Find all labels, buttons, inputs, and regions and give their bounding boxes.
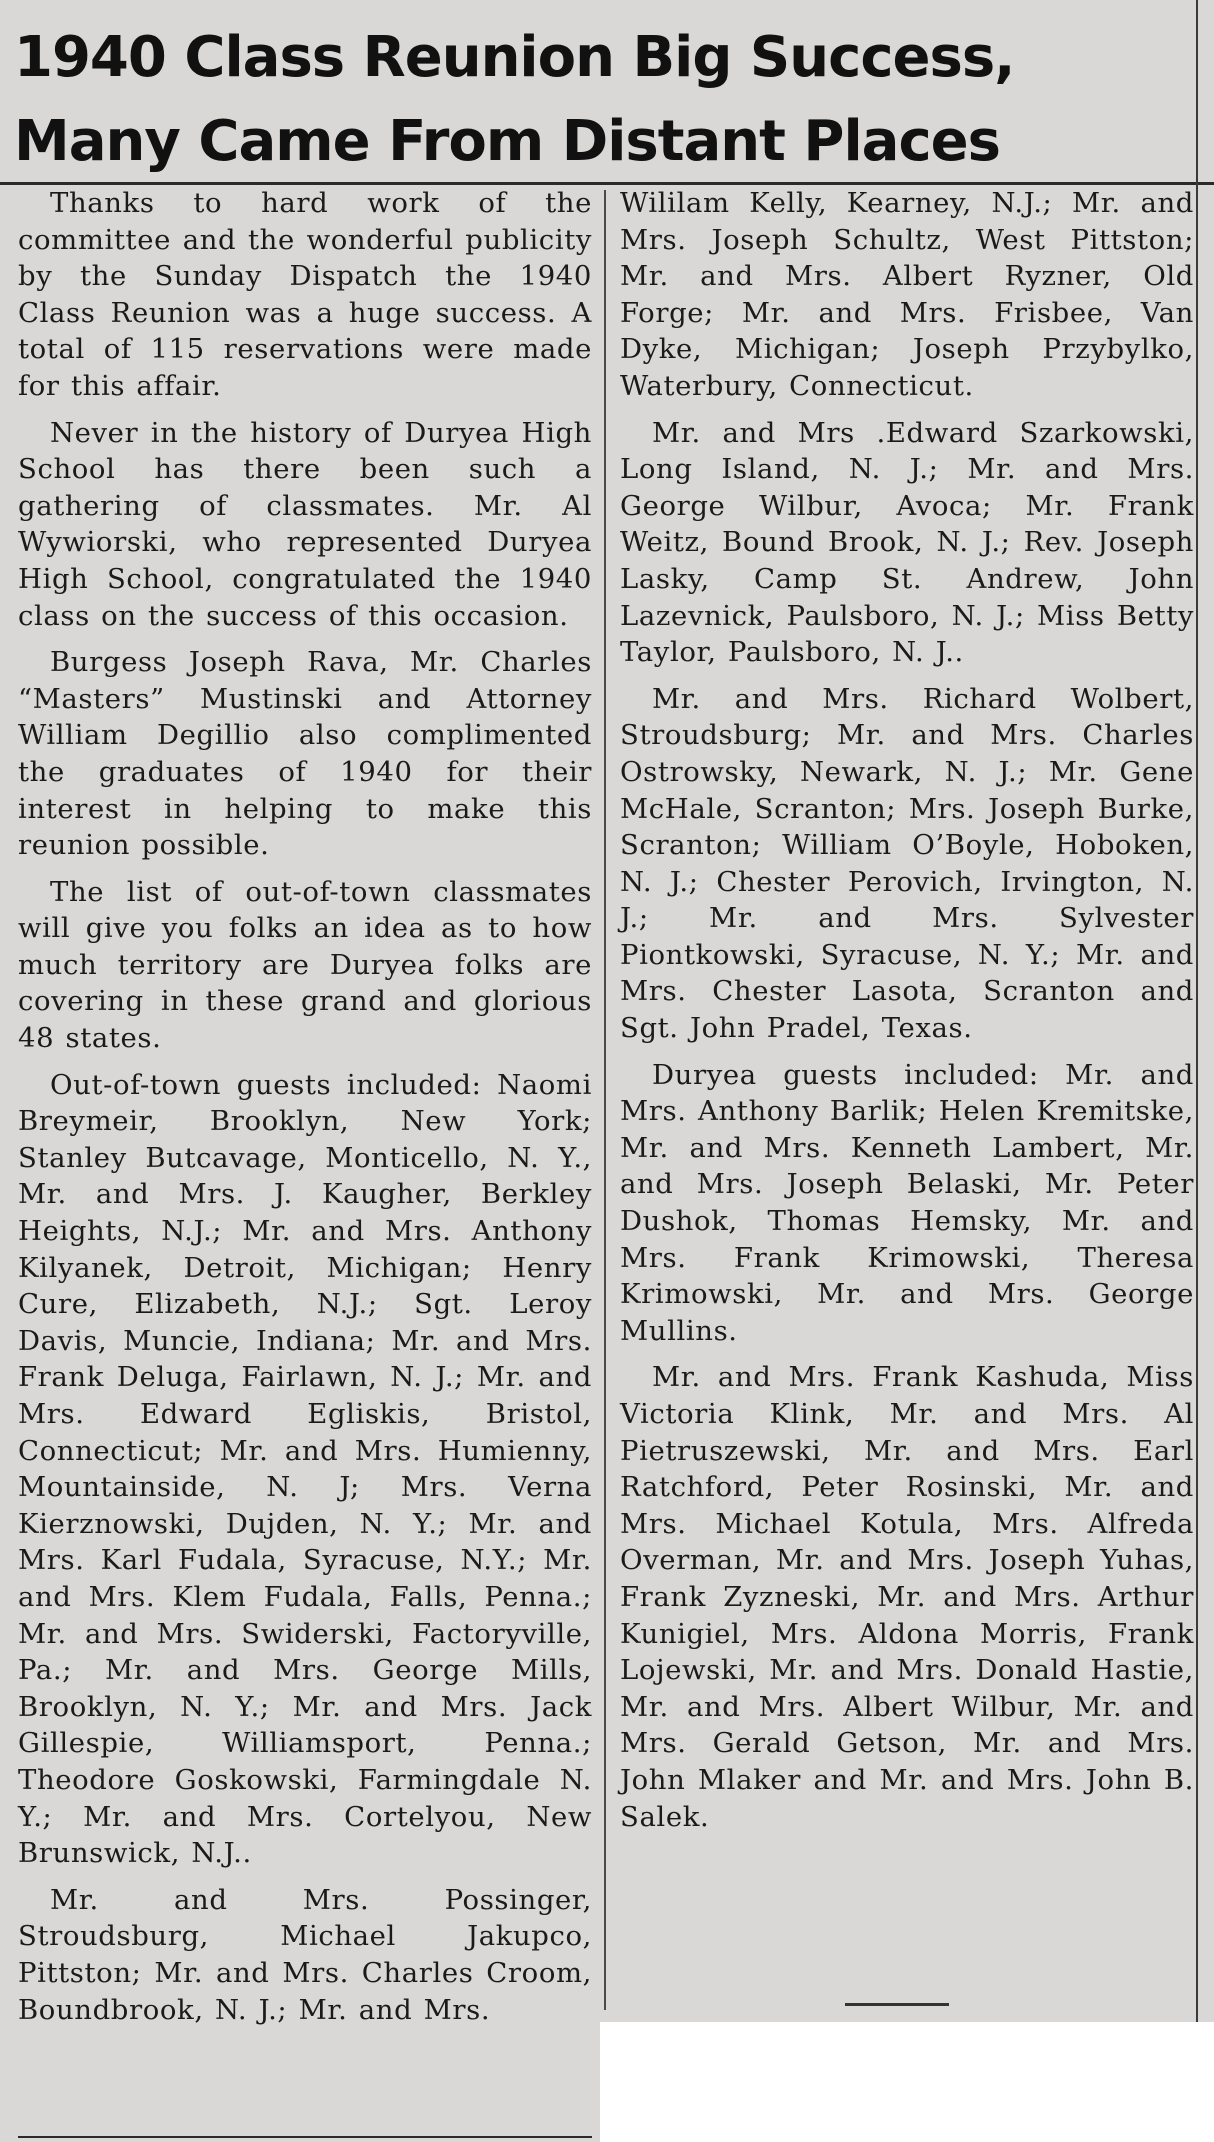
paragraph-duryea-guests: Duryea guests included: Mr. and Mrs. Anthony Barlik; Helen Kremitske, Mr. and Mrs. Kenneth Lambert, Mr. and Mrs. Joseph Belaski, Mr. Peter Dushok, Thomas Hemsky, Mr. and Mrs. Frank Krimowski, Theresa Krimowski, Mr. and Mrs. George Mullins. [620, 1058, 1194, 1347]
clipping-bottom-rule [18, 2136, 592, 2138]
blank-page-area [600, 2022, 1214, 2142]
column-divider [604, 190, 606, 2010]
paragraph-compliments: Burgess Joseph Rava, Mr. Charles “Masters” Mustinski and Attorney William Degillio also complimented the graduates of 1940 for their interest in helping to make this reunion possible. [18, 646, 592, 862]
left-column [18, 185, 592, 2038]
end-of-article-rule [845, 2003, 949, 2006]
right-column [620, 185, 1194, 1845]
paragraph-duryea-guests-cont: Mr. and Mrs. Frank Kashuda, Miss Victoria Klink, Mr. and Mrs. Al Pietruszewski, Mr. and Mrs. Earl Ratchford, Peter Rosinski, Mr. and Mrs. Michael Kotula, Mrs. Alfreda Overman, Mr. and Mrs. Joseph Yuhas, Frank Zyzneski, Mr. and Mrs. Arthur Kunigiel, Mrs. Aldona Morris, Frank Lojewski, Mr. and Mrs. Donald Hastie, Mr. and Mrs. Albert Wilbur, Mr. and Mrs. Gerald Getson, Mr. and Mrs. John Mlaker and Mr. and Mrs. John B. Salek. [620, 1361, 1194, 1833]
paragraph-out-of-town-guests-cont: Mr. and Mrs. Possinger, Stroudsburg, Michael Jakupco, Pittston; Mr. and Mrs. Charles Croom, Boundbrook, N. J.; Mr. and Mrs. [18, 1883, 592, 2026]
headline-line-1: 1940 Class Reunion Big Success, [14, 25, 1015, 90]
paragraph-territory: The list of out-of-town classmates will give you folks an idea as to how much territory are Duryea folks are covering in these grand and glorious 48 states. [18, 875, 592, 1055]
paragraph-intro: Thanks to hard work of the committee and the wonderful publicity by the Sunday Dispatch the 1940 Class Reunion was a huge success. A total of 115 reservations were made for this affair. [18, 187, 592, 402]
headline [14, 16, 1174, 184]
paragraph-guests-continued: Wililam Kelly, Kearney, N.J.; Mr. and Mrs. Joseph Schultz, West Pittston; Mr. and Mrs. Albert Ryzner, Old Forge; Mr. and Mrs. Frisbee, Van Dyke, Michigan; Joseph Przybylko, Waterbury, Connecticut. [620, 187, 1194, 402]
paragraph-history: Never in the history of Duryea High School has there been such a gathering of classmates. Mr. Al Wywiorski, who represented Duryea High School, congratulated the 1940 class on the success of this occasion. [18, 416, 592, 632]
paragraph-guests-szarkowski: Mr. and Mrs .Edward Szarkowski, Long Island, N. J.; Mr. and Mrs. George Wilbur, Avoca; Mr. Frank Weitz, Bound Brook, N. J.; Rev. Joseph Lasky, Camp St. Andrew, John Lazevnick, Paulsboro, N. J.; Miss Betty Taylor, Paulsboro, N. J.. [620, 416, 1194, 669]
paragraph-guests-wolbert: Mr. and Mrs. Richard Wolbert, Stroudsburg; Mr. and Mrs. Charles Ostrowsky, Newark, N. J.; Mr. Gene McHale, Scranton; Mrs. Joseph Burke, Scranton; William O’Boyle, Hoboken, N. J.; Chester Perovich, Irvington, N. J.; Mr. and Mrs. Sylvester Piontkowski, Syracuse, N. Y.; Mr. and Mrs. Chester Lasota, Scranton and Sgt. John Pradel, Texas. [620, 682, 1194, 1045]
clipping-right-edge [1196, 0, 1198, 2022]
paragraph-out-of-town-guests: Out-of-town guests included: Naomi Breymeir, Brooklyn, New York; Stanley Butcavage, Monticello, N. Y., Mr. and Mrs. J. Kaugher, Berkley Heights, N.J.; Mr. and Mrs. Anthony Kilyanek, Detroit, Michigan; Henry Cure, Elizabeth, N.J.; Sgt. Leroy Davis, Muncie, Indiana; Mr. and Mrs. Frank Deluga, Fairlawn, N. J.; Mr. and Mrs. Edward Egliskis, Bristol, Connecticut; Mr. and Mrs. Humienny, Mountainside, N. J; Mrs. Verna Kierznowski, Dujden, N. Y.; Mr. and Mrs. Karl Fudala, Syracuse, N.Y.; Mr. and Mrs. Klem Fudala, Falls, Penna.; Mr. and Mrs. Swiderski, Factoryville, Pa.; Mr. and Mrs. George Mills, Brooklyn, N. Y.; Mr. and Mrs. Jack Gillespie, Williamsport, Penna.; Theodore Goskowski, Farmingdale N. Y.; Mr. and Mrs. Cortelyou, New Brunswick, N.J.. [18, 1068, 592, 1870]
headline-line-2: Many Came From Distant Places [14, 109, 1000, 174]
